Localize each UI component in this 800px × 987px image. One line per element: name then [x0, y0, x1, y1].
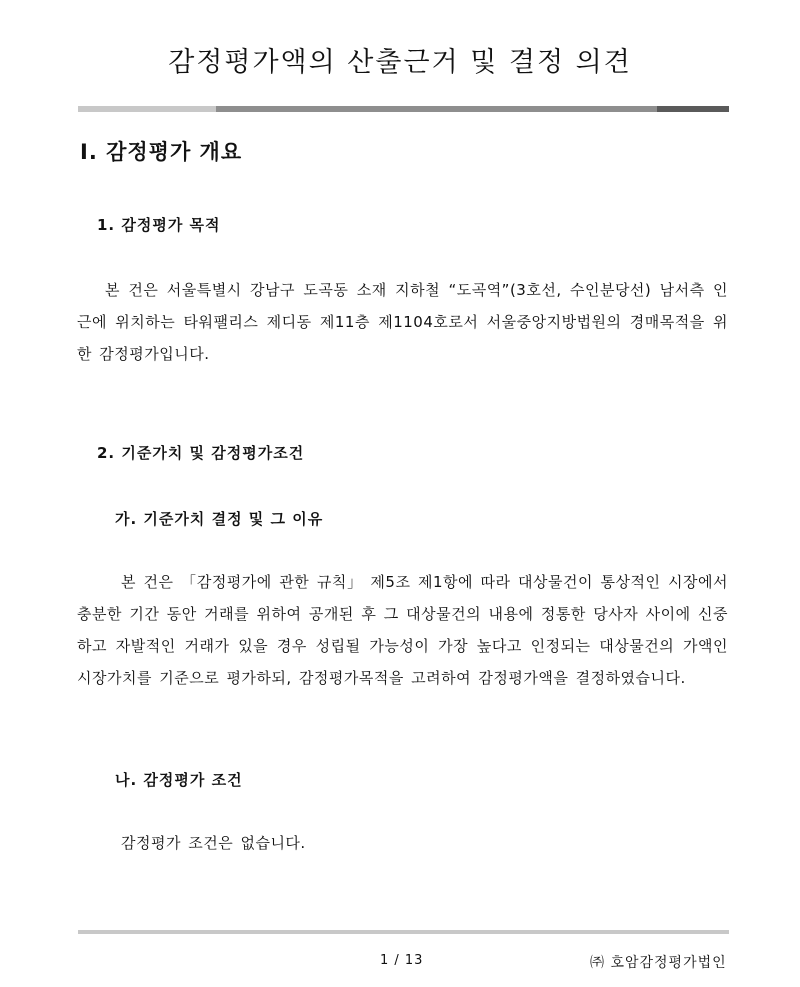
page-number: 1 / 13	[380, 953, 424, 968]
title-divider-light	[78, 106, 216, 112]
company-name: ㈜ 호암감정평가법인	[590, 955, 727, 971]
basis-heading: 2. 기준가치 및 감정평가조건	[97, 444, 305, 462]
basis-value-paragraph: 본 건은 「감정평가에 관한 규칙」 제5조 제1항에 따라 대상물건이 통상적인 시장에서 충분한 기간 동안 거래를 위하여 공개된 후 그 대상물건의 내용에 정통한 당사자 사이에 신중하고 자발적인 거래가 있을 경우 성립될 가능성이 가장 높다고 인정되는 대상물건의 가액인 시장가치를 기준으로 평가하되, 감정평가목적을 고려하여 감정평가액을 결정하였습니다.	[77, 573, 728, 687]
basis-value-heading: 가. 기준가치 결정 및 그 이유	[115, 510, 324, 528]
condition-heading: 나. 감정평가 조건	[115, 771, 243, 789]
condition-paragraph: 감정평가 조건은 없습니다.	[121, 834, 306, 852]
footer-divider	[78, 930, 729, 934]
section-heading: Ⅰ. 감정평가 개요	[80, 140, 243, 164]
title-divider-dark	[657, 106, 729, 112]
purpose-paragraph: 본 건은 서울특별시 강남구 도곡동 소재 지하철 “도곡역”(3호선, 수인분당선) 남서측 인근에 위치하는 타워팰리스 제디동 제11층 제1104호로서 서울중앙지방법원의 경매목적을 위한 감정평가입니다.	[77, 281, 728, 363]
purpose-heading: 1. 감정평가 목적	[97, 216, 221, 234]
document-title: 감정평가액의 산출근거 및 결정 의견	[168, 47, 632, 78]
title-divider	[78, 106, 729, 112]
title-divider-mid	[216, 106, 657, 112]
